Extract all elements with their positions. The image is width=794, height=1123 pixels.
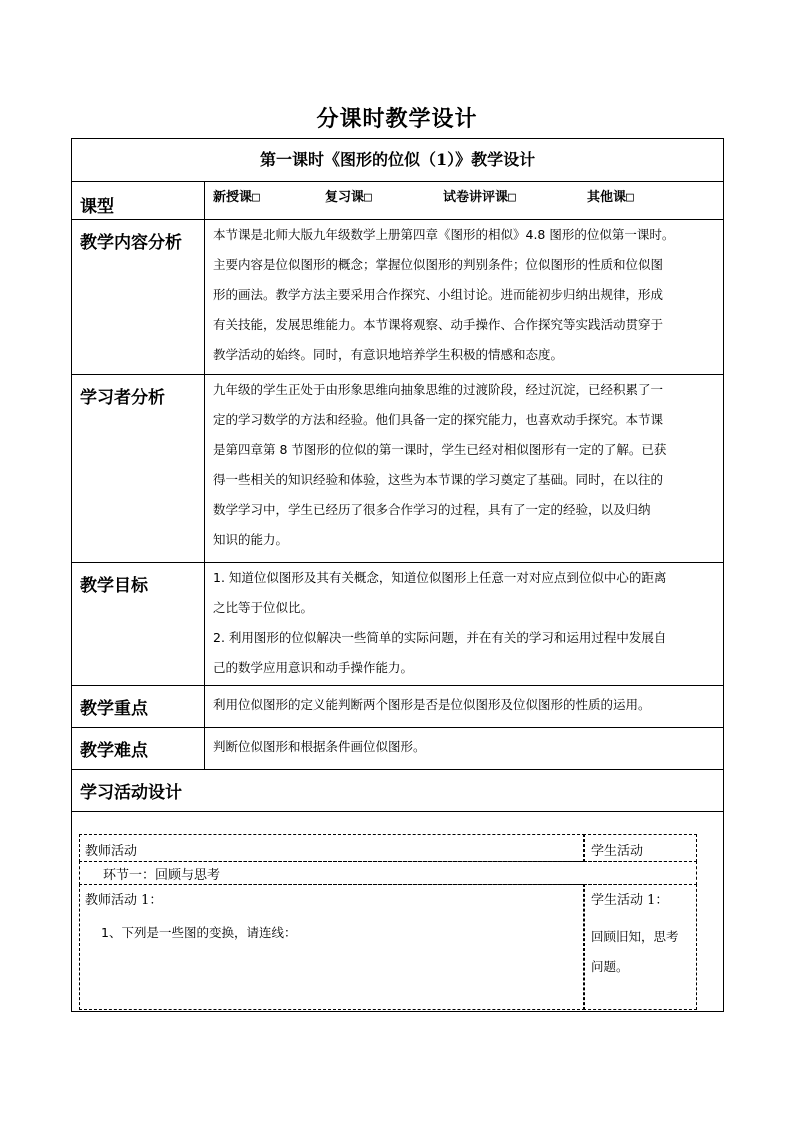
objectives-text (205, 563, 724, 686)
course-type-options (205, 182, 724, 220)
course-type-option-other[interactable]: 其他课□ (587, 190, 634, 205)
course-type-option-new[interactable]: 新授课□ (213, 190, 260, 205)
content-analysis-line: 有关技能，发展思维能力。本节课将观察、动手操作、合作探究等实践活动贯穿于 (213, 317, 664, 332)
content-analysis-line: 形的画法。教学方法主要采用合作探究、小组讨论。进而能初步归纳出规律，形成 (213, 287, 664, 302)
section-title: 环节一：回顾与思考 (103, 868, 221, 883)
student-activity-header: 学生活动 (591, 844, 644, 859)
learner-analysis-text (205, 375, 724, 563)
student-activity-title: 学生活动 1： (591, 893, 669, 908)
content-analysis-label: 教学内容分析 (72, 220, 205, 375)
activity-design-label: 学习活动设计 (72, 770, 724, 812)
learner-analysis-line: 定的学习数学的方法和经验。他们具备一定的探究能力，也喜欢动手探究。本节课 (213, 412, 664, 427)
teacher-header-cell (79, 834, 585, 862)
objectives-label: 教学目标 (72, 563, 205, 686)
content-analysis-line: 主要内容是位似图形的概念；掌握位似图形的判别条件；位似图形的性质和位似图 (213, 257, 664, 272)
course-type-option-exam-review[interactable]: 试卷讲评课□ (443, 190, 516, 205)
learner-analysis-line: 得一些相关的知识经验和体验，这些为本节课的学习奠定了基础。同时，在以往的 (213, 472, 664, 487)
learner-analysis-line: 知识的能力。 (213, 532, 289, 547)
key-points-label: 教学重点 (72, 686, 205, 728)
course-type-label: 课型 (72, 182, 205, 220)
learner-analysis-label: 学习者分析 (72, 375, 205, 563)
learner-analysis-line: 九年级的学生正处于由形象思维向抽象思维的过渡阶段，经过沉淀，已经积累了一 (213, 382, 664, 397)
objectives-line: 2. 利用图形的位似解决一些简单的实际问题，并在有关的学习和运用过程中发展自 (213, 630, 667, 645)
teacher-activity-header: 教师活动 (85, 844, 138, 859)
content-analysis-text (205, 220, 724, 375)
objectives-line: 1. 知道位似图形及其有关概念，知道位似图形上任意一对对应点到位似中心的距离 (213, 570, 667, 585)
objectives-line: 己的数学应用意识和动手操作能力。 (213, 660, 414, 675)
student-activity-line: 回顾旧知，思考 (591, 929, 679, 944)
content-analysis-line: 本节课是北师大版九年级数学上册第四章《图形的相似》4.8 图形的位似第一课时。 (213, 227, 675, 242)
teacher-activity-text: 1、下列是一些图的变换，请连线： (101, 925, 297, 940)
lesson-design-table (71, 138, 724, 1012)
content-analysis-line: 教学活动的始终。同时，有意识地培养学生积极的情感和态度。 (213, 347, 564, 362)
difficulties-text: 判断位似图形和根据条件画位似图形。 (205, 728, 724, 770)
lesson-title: 第一课时《图形的位似（1）》教学设计 (72, 139, 724, 182)
learner-analysis-line: 数学学习中，学生已经历了很多合作学习的过程，具有了一定的经验，以及归纳 (213, 502, 651, 517)
difficulties-label: 教学难点 (72, 728, 205, 770)
student-activity-text (591, 922, 679, 982)
page-title: 分课时教学设计 (316, 106, 478, 132)
objectives-line: 之比等于位似比。 (213, 600, 314, 615)
student-activity-line: 问题。 (591, 959, 629, 974)
course-type-option-review[interactable]: 复习课□ (325, 190, 372, 205)
key-points-text: 利用位似图形的定义能判断两个图形是否是位似图形及位似图形的性质的运用。 (205, 686, 724, 728)
learner-analysis-line: 是第四章第 8 节图形的位似的第一课时，学生已经对相似图形有一定的了解。已获 (213, 442, 667, 457)
activity-design-area (72, 812, 724, 1012)
teacher-activity-title: 教师活动 1： (85, 893, 163, 908)
